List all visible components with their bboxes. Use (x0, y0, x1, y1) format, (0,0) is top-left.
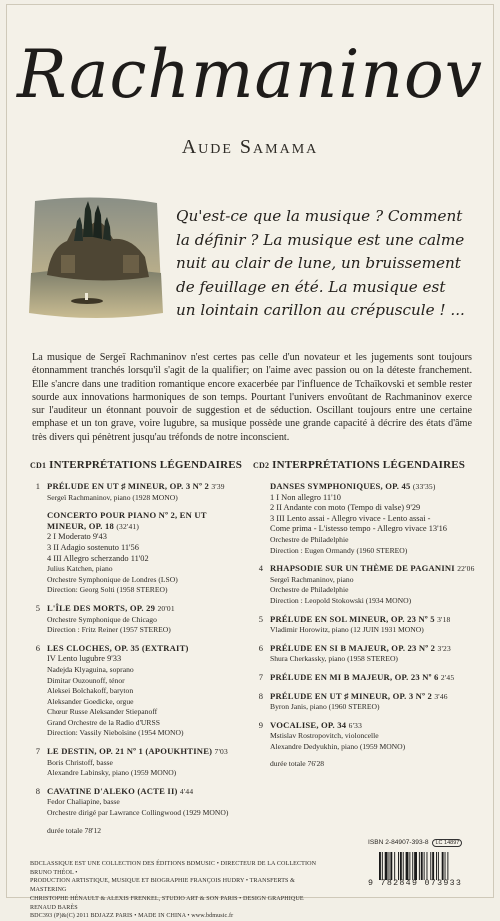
track-title (270, 481, 478, 493)
performer-line: Sergeï Rachmaninov, piano (1928 MONO) (47, 492, 178, 502)
track-duration: 3'39 (211, 482, 225, 491)
track-duration: 4'44 (179, 786, 194, 796)
performer-line: Dimitar Ouzounoff, ténor (47, 675, 125, 685)
performer-line: Boris Christoff, basse (47, 757, 113, 767)
barcode-bar (400, 852, 402, 880)
barcode-bar (438, 852, 439, 880)
cd2-tracklist (253, 459, 478, 768)
cd1-track-list (30, 481, 235, 819)
performer-line: Direction : Leopold Stokowski (1934 MONO) (270, 595, 412, 605)
barcode-bar (424, 852, 425, 880)
performer-line: Orchestre de Philadelphie (270, 534, 349, 544)
track-title (47, 603, 235, 615)
cd2-heading: CD2 INTERPRÉTATIONS LÉGENDAIRES (253, 459, 466, 471)
track-title (270, 563, 478, 575)
barcode-bar (447, 852, 448, 880)
track-title-text: DANSES SYMPHONIQUES, OP. 45 (270, 481, 411, 491)
performer-line: Orchestre de Philadelphie (270, 585, 349, 595)
barcode-bar (394, 852, 395, 880)
track-title-text: CONCERTO POUR PIANO Nº 2, EN UT MINEUR, OP. 18 (47, 510, 207, 531)
footer-line: BDCLASSIQUE EST UNE COLLECTION DES ÉDITIONS BDMUSIC • DIRECTEUR DE LA COLLECTION BRUNO THÉOL • (30, 861, 317, 876)
track (30, 786, 235, 819)
quote-line: un lointain carillon au crépuscule ! ... (176, 301, 465, 319)
cd2-label: CD2 (253, 461, 270, 470)
track-title-text: CAVATINE D'ALEKO (ACTE II) (47, 785, 178, 796)
barcode-bar (427, 852, 428, 880)
track-duration: 3'46 (434, 691, 448, 701)
track (253, 614, 478, 636)
isle-of-the-dead-painting (27, 195, 165, 325)
performer-line: Mstislav Rostropovitch, violoncelle (270, 731, 379, 741)
cd1-heading: CD1 INTERPRÉTATIONS LÉGENDAIRES (30, 459, 243, 471)
barcode-bar (419, 852, 420, 880)
credits-footer (30, 860, 330, 921)
track-title-text: RHAPSODIE SUR UN THÈME DE PAGANINI (270, 563, 455, 574)
performer-line: Direction: Georg Solti (1958 STEREO) (47, 585, 168, 595)
barcode-bar (430, 852, 431, 880)
performer-line: Fedor Chaliapine, basse (47, 797, 120, 807)
track-title (270, 720, 478, 732)
performer-line: Orchestre dirigé par Lawrance Collingwood (1929 MONO) (47, 808, 229, 818)
track-number: 5 (258, 613, 263, 624)
barcode-bar (403, 852, 404, 880)
track-title (47, 510, 235, 532)
performer-line: Direction : Fritz Reiner (1957 STEREO) (47, 625, 171, 635)
performer-line: Direction: Vassily Nieboïsine (1954 MONO) (47, 728, 184, 738)
movement: 4 III Allegro scherzando 11'02 (47, 553, 149, 563)
movement: 1 I Non allegro 11'10 (270, 492, 341, 502)
track (253, 563, 478, 606)
track-number: 7 (35, 746, 40, 757)
author-name: Aude Samama (181, 136, 319, 158)
composer-title: Rachmaninov (16, 36, 484, 113)
movement: 2 I Moderato 9'43 (47, 532, 107, 542)
track-number: 8 (258, 690, 263, 701)
track (30, 510, 235, 596)
performer-line: Byron Janis, piano (1960 STEREO) (270, 702, 380, 712)
track-duration: 2'45 (440, 672, 455, 682)
barcode-bar (409, 852, 410, 880)
cd1-total-duration: durée totale 78'12 (47, 825, 102, 835)
barcode-bar (406, 852, 409, 880)
barcode-bar (436, 852, 437, 880)
track (253, 720, 478, 753)
track-number: 6 (35, 642, 40, 653)
barcode-bar (432, 852, 434, 880)
track-title-text: PRÉLUDE EN SI B MAJEUR, OP. 23 Nº 2 (270, 642, 436, 653)
track (30, 746, 235, 779)
track-title-text: L'ÎLE DES MORTS, OP. 29 (47, 602, 156, 613)
track-title-text: VOCALISE, OP. 34 (270, 719, 347, 730)
performer-line: Direction : Eugen Ormandy (1960 STEREO) (270, 545, 408, 555)
quote-line: Qu'est-ce que la musique ? Comment (176, 207, 463, 225)
movement: 3 II Adagio sostenuto 11'56 (47, 542, 139, 552)
track-duration: 3'23 (437, 643, 451, 653)
label-code-badge: LC 14897 (432, 839, 462, 847)
quote-line: de feuillage en été. La musique est (176, 277, 446, 296)
barcode (378, 852, 472, 880)
barcode-bar (445, 852, 446, 880)
performer-line: Aleksander Goedicke, orgue (47, 696, 134, 706)
performer-line: Orchestre Symphonique de Chicago (47, 614, 157, 624)
track-title (47, 746, 235, 758)
barcode-bar (385, 852, 388, 880)
barcode-bar (398, 852, 399, 880)
track-number: 5 (35, 602, 40, 613)
track-title-text: PRÉLUDE EN MI B MAJEUR, OP. 23 Nº 6 (270, 671, 439, 682)
cd1-tracklist (30, 459, 243, 835)
track-duration: 3'18 (437, 614, 451, 624)
performer-line: Alexandre Dedyukhin, piano (1959 MONO) (270, 741, 406, 751)
performer-line: Vladimir Horowitz, piano (12 JUIN 1931 MONO) (270, 625, 424, 635)
movement: 3 III Lento assai - Allegro vivace - Lento assai - (270, 513, 431, 523)
track-duration: (32'41) (116, 521, 140, 531)
cd2-track-list (253, 481, 478, 752)
movement: IV Lento lugubre 9'33 (47, 654, 122, 664)
track-title (47, 643, 235, 655)
performer-line: Nadejda Klyaguina, soprano (47, 664, 134, 674)
track (253, 481, 478, 556)
track-title-text: PRÉLUDE EN UT ♯ MINEUR, OP. 3 Nº 2 (270, 690, 432, 701)
movement: 2 II Andante con moto (Tempo di valse) 9'29 (270, 503, 421, 513)
track (253, 643, 478, 665)
track (30, 643, 235, 739)
track-duration: 20'01 (157, 603, 175, 613)
movement: Come prima - L'istesso tempo - Allegro vivace 13'16 (270, 524, 447, 534)
track-duration: 6'33 (348, 720, 363, 730)
barcode-bar (379, 852, 381, 880)
track-duration: 22'06 (457, 564, 475, 574)
track-number: 7 (258, 671, 263, 682)
track (253, 672, 478, 684)
performer-line: Alexandre Labinsky, piano (1959 MONO) (47, 768, 177, 778)
track-number: 6 (258, 642, 263, 653)
track-number: 1 (35, 481, 40, 491)
track-title (270, 672, 478, 684)
track-title-text: PRÉLUDE EN SOL MINEUR, OP. 23 Nº 5 (270, 613, 435, 624)
cd1-label: CD1 (30, 461, 47, 470)
footer-line: PRODUCTION ARTISTIQUE, MUSIQUE ET BIOGRAPHIE FRANÇOIS HUDRY • TRANSFERTS & MASTERING (30, 878, 295, 894)
barcode-bar (389, 852, 390, 880)
track-title (47, 786, 235, 798)
track-title (47, 481, 235, 493)
track-number: 4 (258, 563, 263, 574)
track-number: 9 (258, 719, 263, 730)
performer-line: Grand Orchestre de la Radio d'URSS (47, 717, 160, 727)
track-duration: 7'03 (214, 747, 228, 757)
barcode-bar (382, 852, 383, 880)
performer-line: Chœur Russe Aleksander Stiepanoff (47, 707, 158, 717)
footer-line: BDC393 (P)&(C) 2011 BDJAZZ PARIS • MADE IN CHINA • www.bdmusic.fr (30, 913, 234, 920)
performer-line: Julius Katchen, piano (47, 564, 113, 574)
barcode-bar (421, 852, 423, 880)
performer-line: Orchestre Symphonique de Londres (LSO) (47, 574, 178, 584)
performer-line: Shura Cherkassky, piano (1958 STEREO) (270, 654, 398, 664)
intro-paragraph: La musique de Sergeï Rachmaninov n'est certes pas celle d'un novateur et les jugements sont toujours étonnamment tranchés lorsqu'il s'agit de la qualifier; on l'aime avec passion ou on la déteste franchement. Elle s'ancre dans une tradition romantique encore exacerbée par l'influence de Tchaïkovski et semble rester sourde aux innovations harmoniques de son temps. Pourtant l'univers envoûtant de Rachmaninov exerce sur l'auditeur un étonnant pouvoir de suggestion et de séduction. Oscillant toujours entre une certaine emphase et un ton grave, voire lugubre, sa musique possède une grande capacité à décrire des états d'âme très divers qui pénètrent jusqu'au tréfonds de notre inconscient. (32, 352, 472, 443)
track-number: 8 (35, 785, 40, 796)
track (30, 603, 235, 636)
rachmaninov-quote (176, 205, 476, 323)
track-title-text: LES CLOCHES, OP. 35 (EXTRAIT) (47, 642, 189, 653)
track-title-text: PRÉLUDE EN UT ♯ MINEUR, OP. 3 Nº 2 (47, 481, 209, 491)
performer-line: Sergeï Rachmaninov, piano (270, 574, 354, 584)
barcode-number: 9 782849 073933 (368, 879, 463, 888)
track-title-text: LE DESTIN, OP. 21 Nº 1 (APOUKHTINE) (47, 746, 213, 757)
barcode-bar (412, 852, 413, 880)
track (30, 481, 235, 503)
cd2-total-duration: durée totale 76'28 (270, 759, 325, 769)
quote-line: la définir ? La musique est une calme (176, 230, 465, 249)
isbn: ISBN 2-84907-393-8 LC 14897 (368, 839, 462, 847)
track-title (270, 691, 478, 703)
track-duration: (33'35) (412, 482, 436, 491)
track (253, 691, 478, 713)
quote-line: nuit au clair de lune, un bruissement (176, 254, 461, 272)
footer-line: CHRISTOPHE HÉNAULT & ALEXIS FRENKEL, STUDIO ART & SON PARIS • DESIGN GRAPHIQUE RENAUD BARÈS (30, 895, 304, 911)
barcode-bar (442, 852, 444, 880)
barcode-bar (390, 852, 392, 880)
barcode-bar (414, 852, 417, 880)
track-title (270, 643, 478, 655)
track-title (270, 614, 478, 626)
performer-line: Aleksei Bolchakoff, baryton (47, 686, 134, 696)
